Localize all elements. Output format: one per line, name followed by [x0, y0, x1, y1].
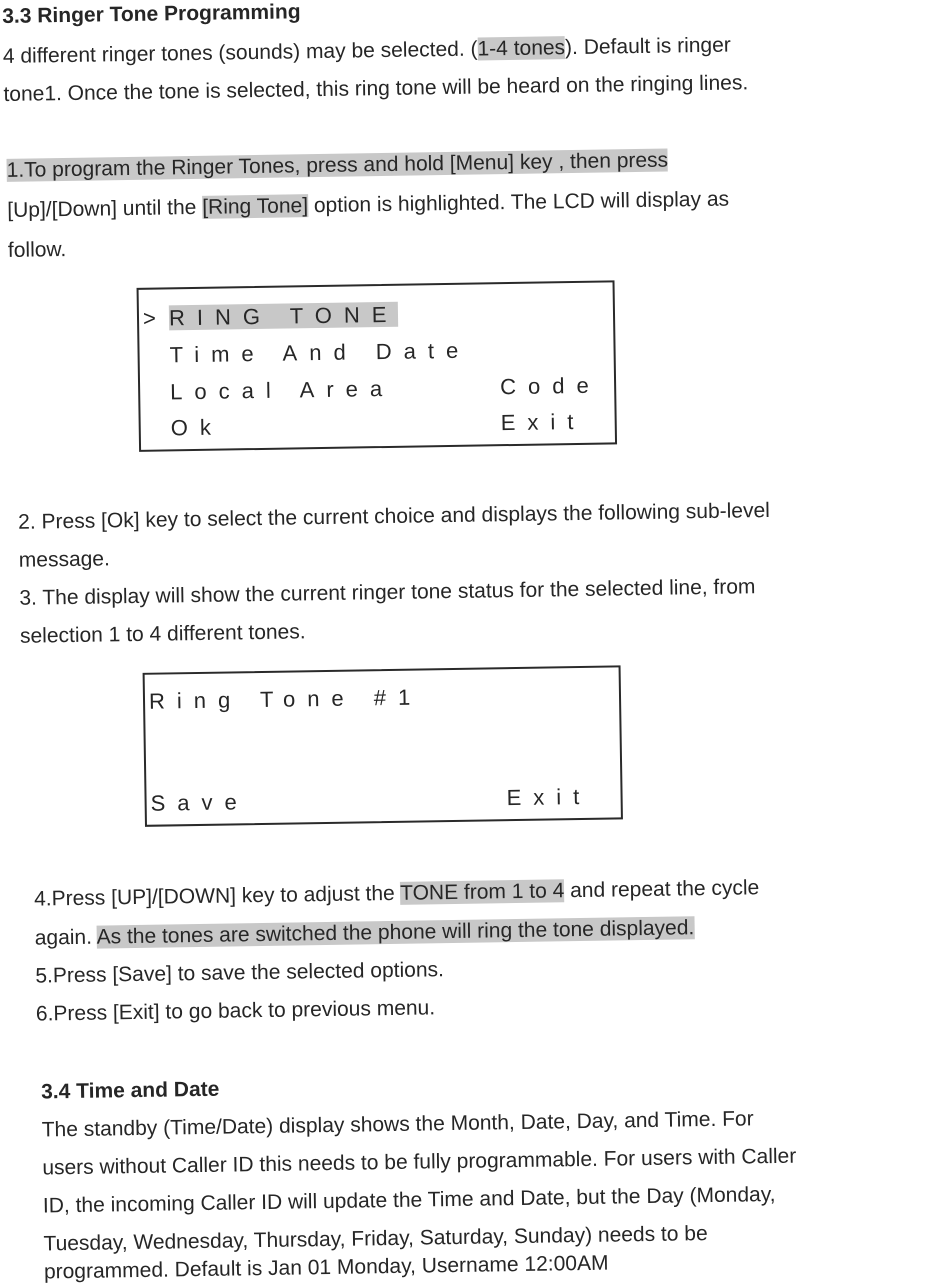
step-4-text-2: again.: [34, 925, 97, 950]
lcd-row-local-area: Local Area: [169, 375, 395, 405]
section-heading-time-date: 3.4 Time and Date: [40, 1077, 220, 1104]
step-3-line-1: 3. The display will show the current ringer tone status for the selected line, from: [19, 575, 756, 610]
lcd-row-ring-tone: [169, 302, 399, 332]
step-4-line-1: [34, 875, 760, 912]
highlight-ring-tone-option: [Ring Tone]: [202, 194, 309, 219]
highlight-tone-adjust: TONE from 1 to 4: [399, 879, 565, 905]
intro-text-end: ). Default is ringer: [564, 33, 731, 60]
lcd-row-code: Code: [499, 372, 601, 400]
lcd-selected-item: RING TONE: [168, 301, 399, 331]
step-5-line: 5.Press [Save] to save the selected options.: [35, 958, 445, 988]
time-date-line-3: ID, the incoming Caller ID will update the Time and Date, but the Day (Monday,: [42, 1182, 776, 1218]
step-4-text-end: and repeat the cycle: [564, 876, 760, 903]
step-1-line-2: [7, 187, 729, 224]
lcd-row-time-date: Time And Date: [169, 337, 471, 368]
highlight-tone-ring: As the tones are switched the phone will ring the tone displayed.: [96, 916, 695, 949]
step-1-text: [Up]/[Down] until the: [7, 195, 203, 222]
time-date-line-5: programmed. Default is Jan 01 Monday, Username 12:00AM: [43, 1251, 609, 1284]
step-2-line-1: 2. Press [Ok] key to select the current choice and displays the following sub-level: [18, 498, 771, 534]
step-2-line-2: message.: [18, 547, 111, 572]
time-date-line-1: The standby (Time/Date) display shows the Month, Date, Day, and Time. For: [41, 1107, 754, 1142]
lcd-cursor: >: [142, 305, 169, 331]
intro-line-1: [3, 33, 731, 70]
section-heading-ringer-tone: 3.3 Ringer Tone Programming: [2, 0, 301, 28]
time-date-line-4: Tuesday, Wednesday, Thursday, Friday, Saturday, Sunday) needs to be: [43, 1222, 708, 1256]
lcd-softkey-exit: Exit: [506, 783, 592, 811]
intro-line-2: tone1. Once the tone is selected, this ring tone will be heard on the ringing lines.: [3, 71, 749, 106]
time-date-line-2: users without Caller ID this needs to be fully programmable. For users with Caller: [42, 1144, 797, 1180]
step-3-line-2: selection 1 to 4 different tones.: [19, 620, 306, 648]
highlight-tone-range: 1-4 tones: [477, 36, 566, 61]
lcd-display-ring-tone: [143, 665, 623, 826]
step-1-text-end: option is highlighted. The LCD will display as: [307, 187, 730, 218]
step-1-highlight: 1.To program the Ringer Tones, press and hold [Menu] key , then press: [6, 148, 669, 182]
lcd-display-menu: [137, 280, 618, 451]
step-1-line-3: follow.: [7, 237, 67, 262]
lcd-ring-tone-value: Ring Tone #1: [148, 684, 423, 714]
lcd-softkey-exit: Exit: [500, 408, 586, 436]
lcd-softkey-ok: Ok: [170, 414, 224, 441]
step-4-text: 4.Press [UP]/[DOWN] key to adjust the: [33, 881, 401, 911]
lcd-softkey-save: Save: [150, 789, 249, 816]
step-1-line-1: [6, 148, 668, 184]
intro-text: 4 different ringer tones (sounds) may be selected. (: [2, 37, 478, 68]
step-6-line: 6.Press [Exit] to go back to previous menu.: [35, 996, 436, 1026]
step-4-line-2: [35, 915, 695, 951]
